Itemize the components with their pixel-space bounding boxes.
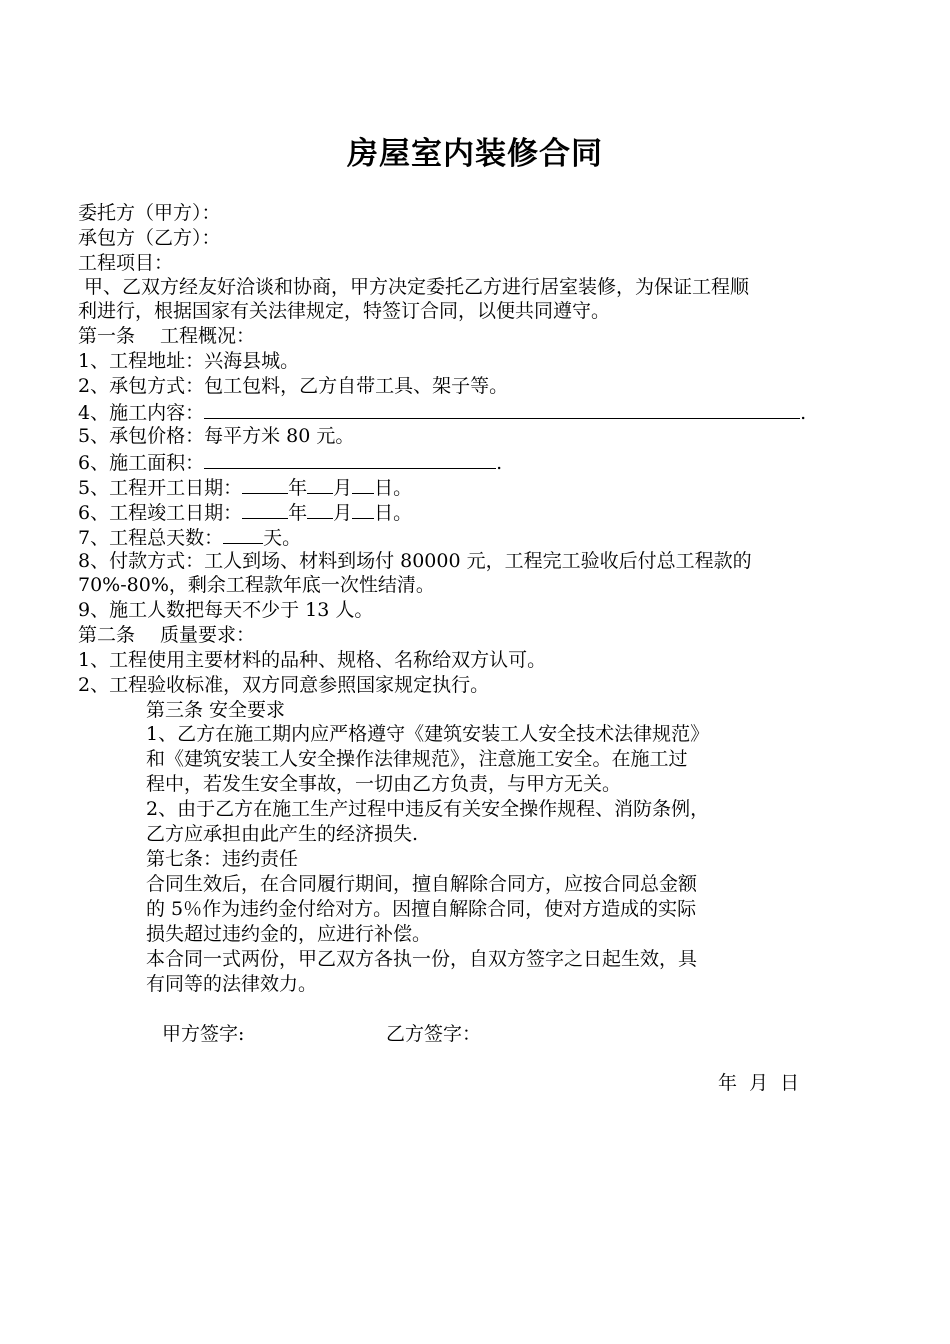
article1-heading: 第一条 工程概况： — [78, 325, 256, 347]
intro-line-2: 利进行，根据国家有关法律规定，特签订合同，以便共同遵守。 — [78, 300, 611, 322]
article2-heading: 第二条 质量要求： — [78, 624, 256, 646]
closing-line-1: 本合同一式两份，甲乙双方各执一份，自双方签字之日起生效，具 — [146, 948, 698, 970]
start-date-label: 5、工程开工日期： — [78, 477, 243, 499]
article1-start-date-line — [78, 474, 412, 501]
article3-item1-line-3: 程中，若发生安全事故，一切由乙方负责，与甲方无关。 — [146, 773, 622, 795]
start-year-blank — [242, 474, 288, 494]
article1-address: 1、工程地址：兴海县城。 — [78, 350, 300, 372]
document-title: 房屋室内装修合同 — [347, 136, 603, 172]
article7-line-2: 的 5％作为违约金付给对方。因擅自解除合同，使对方造成的实际 — [146, 898, 697, 920]
area-label: 6、施工面积： — [78, 452, 205, 474]
end-day-label: 日。 — [374, 502, 413, 524]
end-date-label: 6、工程竣工日期： — [78, 502, 243, 524]
article1-area-line: 6、施工面积： . — [78, 449, 502, 476]
closing-line-2: 有同等的法律效力。 — [146, 973, 318, 995]
signature-date: 年 月 日 — [718, 1072, 800, 1094]
article1-price: 5、承包价格：每平方米 80 元。 — [78, 425, 355, 447]
article7-line-3: 损失超过违约金的，应进行补偿。 — [146, 923, 432, 945]
content-label: 4、施工内容： — [78, 402, 205, 424]
article1-days-line — [78, 524, 301, 551]
party-b-signature: 乙方签字： — [386, 1023, 482, 1045]
article1-payment-line-2: 70%-80%，剩余工程款年底一次性结清。 — [78, 574, 435, 596]
article7-heading: 第七条：违约责任 — [146, 848, 299, 870]
start-day-blank — [352, 474, 374, 494]
article7-line-1: 合同生效后，在合同履行期间，擅自解除合同方，应按合同总金额 — [146, 873, 698, 895]
days-unit: 天。 — [263, 527, 302, 549]
article1-method: 2、承包方式：包工包料，乙方自带工具、架子等。 — [78, 375, 509, 397]
article3-item2-line-2: 乙方应承担由此产生的经济损失. — [146, 823, 419, 845]
content-blank — [204, 399, 800, 419]
start-day-label: 日。 — [374, 477, 413, 499]
intro-line-1: 甲、乙双方经友好洽谈和协商，甲方决定委托乙方进行居室装修，为保证工程顺 — [84, 276, 750, 298]
end-month-label: 月 — [333, 502, 353, 524]
start-month-blank — [307, 474, 333, 494]
article1-workers: 9、施工人数把每天不少于 13 人。 — [78, 599, 374, 621]
days-label: 7、工程总天数： — [78, 527, 224, 549]
article3-item2-line-1: 2、由于乙方在施工生产过程中违反有关安全操作规程、消防条例， — [146, 798, 710, 820]
party-a-line: 委托方（甲方）： — [78, 202, 221, 224]
end-year-blank — [242, 499, 288, 519]
party-a-signature: 甲方签字: — [162, 1023, 245, 1045]
article3-heading: 第三条 安全要求 — [146, 699, 286, 721]
article3-item1-line-2: 和《建筑安装工人安全操作法律规范》，注意施工安全。在施工过 — [146, 748, 688, 770]
party-b-line: 承包方（乙方）： — [78, 227, 221, 249]
article2-item-1: 1、工程使用主要材料的品种、规格、名称给双方认可。 — [78, 649, 547, 671]
start-year-label: 年 — [288, 477, 308, 499]
days-blank — [223, 524, 263, 544]
article1-content-line: 4、施工内容： . — [78, 399, 806, 426]
article3-item1-line-1: 1、乙方在施工期内应严格遵守《建筑安装工人安全技术法律规范》 — [146, 723, 710, 745]
area-blank — [204, 449, 496, 469]
end-day-blank — [352, 499, 374, 519]
end-year-label: 年 — [288, 502, 308, 524]
start-month-label: 月 — [333, 477, 353, 499]
article1-payment-line-1: 8、付款方式：工人到场、材料到场付 80000 元，工程完工验收后付总工程款的 — [78, 550, 752, 572]
article1-end-date-line — [78, 499, 412, 526]
article2-item-2: 2、工程验收标准，双方同意参照国家规定执行。 — [78, 674, 490, 696]
end-month-blank — [307, 499, 333, 519]
project-line: 工程项目： — [78, 252, 174, 274]
